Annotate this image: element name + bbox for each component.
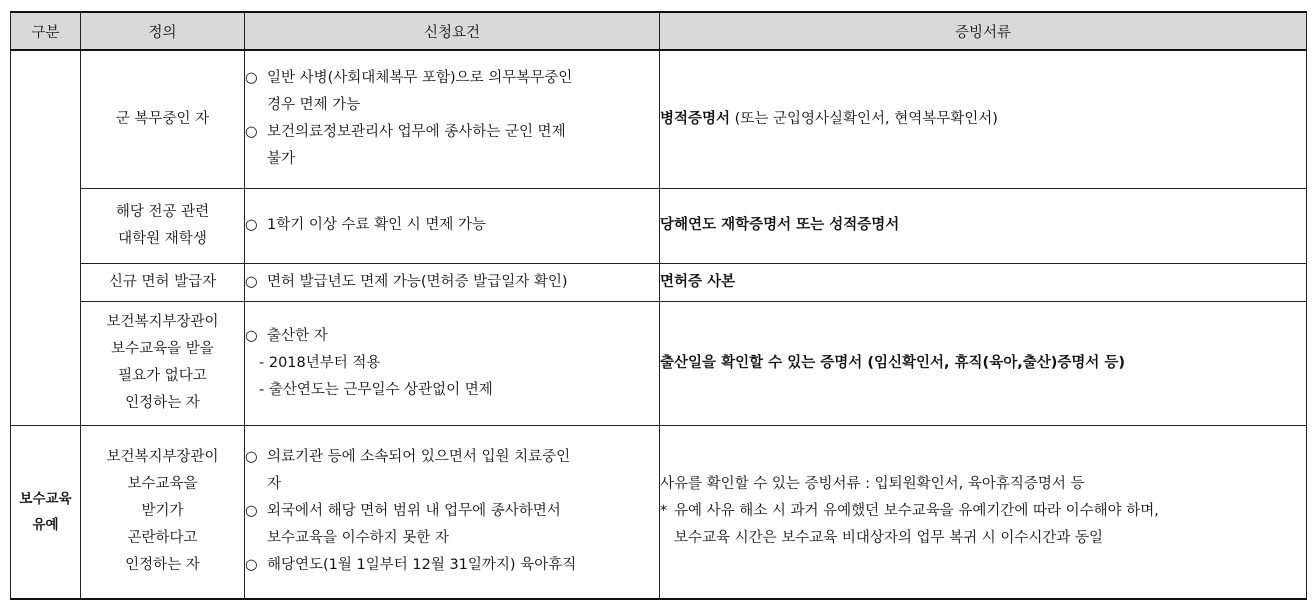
definition-cell: 신규 면허 발급자	[81, 263, 245, 301]
header-requirements: 신청요건	[245, 12, 660, 50]
requirement-subitem: - 2018년부터 적용	[259, 354, 381, 371]
documents-cell	[660, 301, 1307, 425]
requirement-item: ○ 면허 발급년도 면제 가능(면허증 발급일자 확인)	[245, 269, 659, 296]
table-row	[11, 50, 1307, 188]
definition-cell: 해당 전공 관련 대학원 재학생	[81, 188, 245, 263]
requirement-item: ○ 보건의료정보관리사 업무에 종사하는 군인 면제 불가	[245, 119, 659, 173]
category-cell-deferral: 보수교육 유예	[11, 425, 81, 599]
table-row	[11, 188, 1307, 263]
requirement-subitem: - 출산연도는 근무일수 상관없이 면제	[259, 381, 493, 398]
requirements-cell	[245, 301, 660, 425]
requirement-item: ○ 해당연도(1월 1일부터 12월 31일까지) 육아휴직	[245, 552, 659, 579]
documents-cell	[660, 188, 1307, 263]
document-line: 사유를 확인할 수 있는 증빙서류 : 입퇴원확인서, 육아휴직증명서 등	[660, 476, 1085, 493]
requirements-cell	[245, 263, 660, 301]
definition-cell: 보건복지부장관이 보수교육을 받기가 곤란하다고 인정하는 자	[81, 425, 245, 599]
requirements-cell	[245, 188, 660, 263]
document-alternatives: (또는 군입영사실확인서, 현역복무확인서)	[730, 110, 998, 127]
requirement-item: ○ 의료기관 등에 소속되어 있으면서 입원 치료중인 자	[245, 444, 659, 498]
category-cell-exemption	[11, 50, 81, 425]
requirement-item: ○ 일반 사병(사회대체복무 포함)으로 의무복무중인 경우 면제 가능	[245, 65, 659, 119]
definition-cell: 보건복지부장관이 보수교육을 받을 필요가 없다고 인정하는 자	[81, 301, 245, 425]
documents-cell	[660, 425, 1307, 599]
requirements-cell	[245, 50, 660, 188]
table-row	[11, 425, 1307, 599]
document-name: 출산일을 확인할 수 있는 증명서 (임신확인서, 휴직(육아,출산)증명서 등)	[660, 354, 1126, 371]
document-name: 면허증 사본	[660, 273, 736, 290]
header-definition: 정의	[81, 12, 245, 50]
requirement-item: ○ 외국에서 해당 면허 범위 내 업무에 종사하면서 보수교육을 이수하지 못한 자	[245, 498, 659, 552]
documents-cell	[660, 263, 1307, 301]
definition-cell	[81, 50, 245, 188]
table-row	[11, 301, 1307, 425]
document-name: 당해연도 재학증명서 또는 성적증명서	[660, 217, 900, 233]
requirements-cell	[245, 425, 660, 599]
header-category: 구분	[11, 12, 81, 50]
requirement-item: ○ 출산한 자	[245, 323, 659, 350]
document-note: * 유예 사유 해소 시 과거 유예했던 보수교육을 유예기간에 따라 이수해야 하며, 보수교육 시간은 보수교육 비대상자의 업무 복귀 시 이수시간과 동일	[660, 498, 1306, 552]
exemption-table	[10, 11, 1307, 600]
table-row	[11, 263, 1307, 301]
documents-cell	[660, 50, 1307, 188]
definition-text: 군 복무중인 자	[115, 110, 210, 127]
header-documents: 증빙서류	[660, 12, 1307, 50]
document-name: 병적증명서	[660, 110, 731, 127]
table-header-row	[11, 12, 1307, 50]
requirement-item: ○ 1학기 이상 수료 확인 시 면제 가능	[245, 212, 659, 239]
